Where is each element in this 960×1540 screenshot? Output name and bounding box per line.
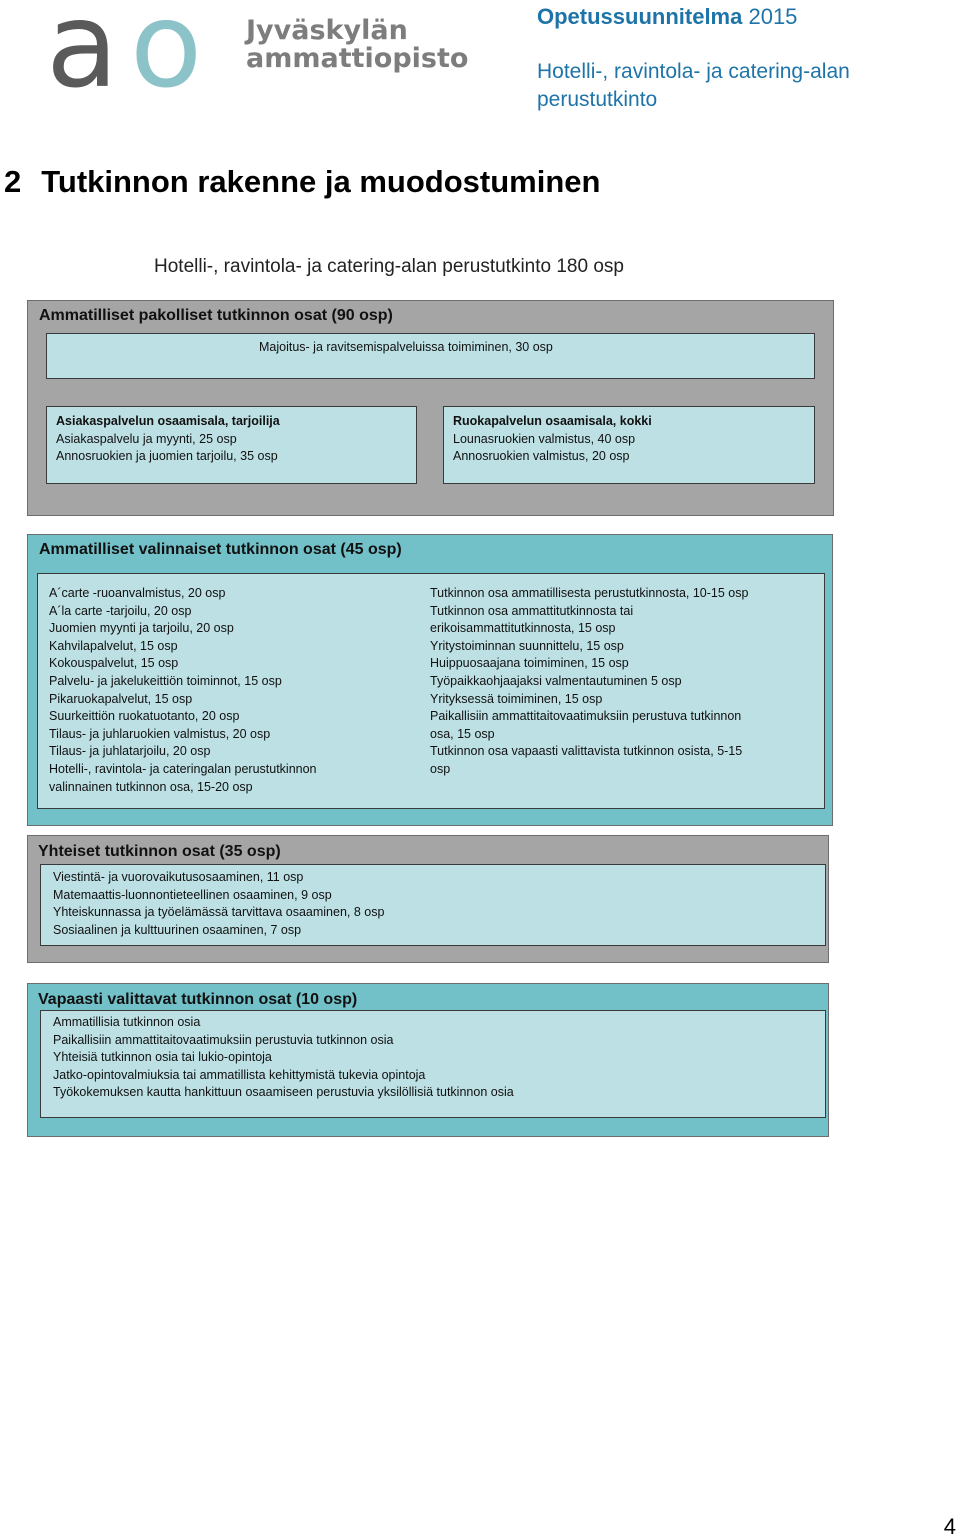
optional-left-list — [49, 585, 317, 796]
list-item: Paikallisiin ammattitaitovaatimuksiin perustuvia tutkinnon osia — [53, 1032, 394, 1047]
customer-service-box — [46, 406, 417, 484]
list-item: osp — [430, 761, 451, 776]
list-item: Tutkinnon osa ammatillisesta perustutkinnosta, 10-15 osp — [430, 586, 749, 600]
document-title — [537, 4, 797, 30]
list-item: Kokouspalvelut, 15 osp — [49, 656, 179, 671]
customer-service-heading: Asiakaspalvelun osaamisala, tarjoilija — [56, 414, 280, 428]
list-item: Työkokemuksen kautta hankittuun osaamiseen perustuvia yksilöllisiä tutkinnon osia — [53, 1085, 514, 1100]
list-item: A´carte -ruoanvalmistus, 20 osp — [49, 586, 226, 600]
list-item: A´la carte -tarjoilu, 20 osp — [49, 603, 192, 618]
list-item: Annosruokien valmistus, 20 osp — [453, 449, 630, 464]
list-item: Palvelu- ja jakelukeittiön toiminnot, 15 osp — [49, 673, 282, 688]
free-choice-section — [27, 983, 829, 1137]
list-item: Yhteiskunnassa ja työelämässä tarvittava osaaminen, 8 osp — [53, 905, 385, 920]
list-item: erikoisammattitutkinnosta, 15 osp — [430, 621, 616, 636]
list-item: Kahvilapalvelut, 15 osp — [49, 638, 178, 653]
food-service-box — [443, 406, 815, 484]
list-item: Lounasruokien valmistus, 40 osp — [453, 431, 636, 446]
list-item: Tutkinnon osa vapaasti valittavista tutkinnon osista, 5-15 — [430, 744, 743, 759]
list-item: Tilaus- ja juhlatarjoilu, 20 osp — [49, 744, 211, 759]
common-mandatory-box — [46, 333, 815, 379]
list-item: Matemaattis-luonnontieteellinen osaaminen, 9 osp — [53, 887, 332, 902]
mandatory-section — [27, 300, 834, 516]
list-item: Työpaikkaohjaajaksi valmentautuminen 5 osp — [430, 673, 682, 688]
list-item: Ammatillisia tutkinnon osia — [53, 1015, 201, 1029]
list-item: Pikaruokapalvelut, 15 osp — [49, 691, 193, 706]
list-item: valinnainen tutkinnon osa, 15-20 osp — [49, 779, 253, 794]
document-title-bold: Opetussuunnitelma — [537, 4, 743, 29]
list-item: Viestintä- ja vuorovaikutusosaaminen, 11 osp — [53, 870, 304, 884]
mandatory-title: Ammatilliset pakolliset tutkinnon osat (90 osp) — [39, 307, 393, 324]
list-item: Tutkinnon osa ammattitutkinnosta tai — [430, 603, 634, 618]
diagram-title: Hotelli-, ravintola- ja catering-alan perustutkinto 180 osp — [154, 256, 624, 277]
list-item: Yritystoiminnan suunnittelu, 15 osp — [430, 638, 624, 653]
logo-letter-a: a — [46, 0, 115, 114]
list-item: Asiakaspalvelu ja myynti, 25 osp — [56, 431, 237, 446]
list-item: Suurkeittiön ruokatuotanto, 20 osp — [49, 709, 240, 724]
section-number: 2 — [4, 164, 22, 199]
optional-title: Ammatilliset valinnaiset tutkinnon osat (45 osp) — [39, 541, 402, 558]
logo-letter-o: o — [130, 0, 203, 114]
document-year: 2015 — [742, 4, 798, 29]
list-item: Annosruokien ja juomien tarjoilu, 35 osp — [56, 449, 278, 464]
list-item: Juomien myynti ja tarjoilu, 20 osp — [49, 621, 234, 636]
section-title: Tutkinnon rakenne ja muodostuminen — [41, 164, 601, 199]
optional-section — [27, 534, 833, 826]
list-item: Yrityksessä toimiminen, 15 osp — [430, 691, 603, 706]
free-choice-box — [40, 1010, 826, 1118]
free-choice-title: Vapaasti valittavat tutkinnon osat (10 osp) — [38, 991, 358, 1008]
page-number: 4 — [943, 1514, 956, 1539]
list-item: osa, 15 osp — [430, 726, 495, 741]
common-parts-box — [40, 864, 826, 946]
document-subtitle: Hotelli-, ravintola- ja catering-alan perustutkinto — [537, 60, 850, 111]
optional-box — [37, 573, 825, 809]
list-item: Hotelli-, ravintola- ja cateringalan perustutkinnon — [49, 761, 317, 776]
common-parts-title: Yhteiset tutkinnon osat (35 osp) — [38, 843, 281, 860]
section-heading — [4, 164, 600, 200]
list-item: Yhteisiä tutkinnon osia tai lukio-opintoja — [53, 1050, 272, 1065]
list-item: Paikallisiin ammattitaitovaatimuksiin perustuva tutkinnon — [430, 709, 742, 724]
common-mandatory-text: Majoitus- ja ravitsemispalveluissa toimiminen, 30 osp — [259, 340, 553, 354]
list-item: Jatko-opintovalmiuksia tai ammatillista kehittymistä tukevia opintoja — [53, 1067, 426, 1082]
list-item: Sosiaalinen ja kulttuurinen osaaminen, 7 osp — [53, 922, 302, 937]
logo-line-1: Jyväskylän — [246, 15, 408, 46]
common-parts-section — [27, 835, 829, 963]
food-service-heading: Ruokapalvelun osaamisala, kokki — [453, 414, 652, 428]
list-item: Tilaus- ja juhlaruokien valmistus, 20 osp — [49, 726, 271, 741]
optional-right-list — [430, 585, 748, 779]
list-item: Huippuosaajana toimiminen, 15 osp — [430, 656, 629, 671]
logo-line-2: ammattiopisto — [246, 43, 469, 74]
